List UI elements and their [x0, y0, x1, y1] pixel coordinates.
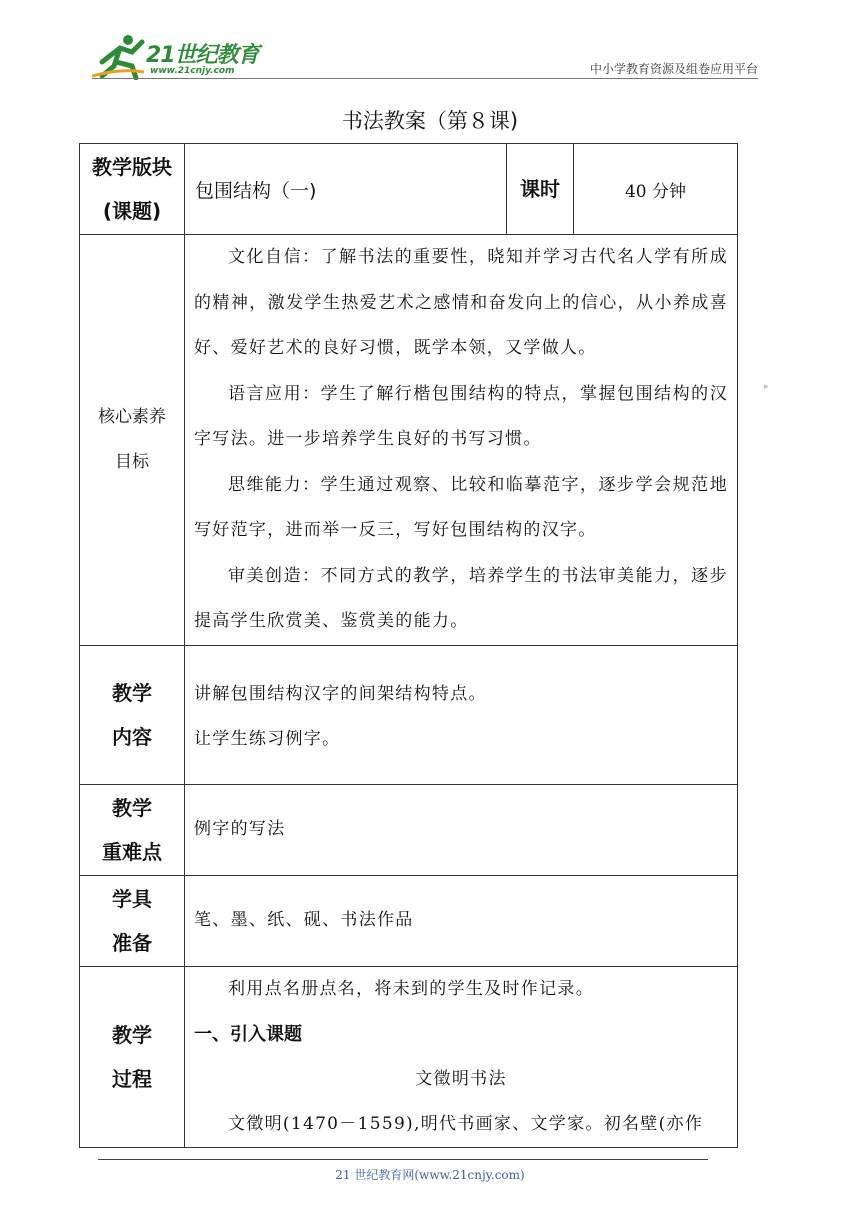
row-objectives [80, 235, 738, 646]
period-value: 40 分钟 [574, 144, 738, 235]
period-label: 课时 [507, 144, 574, 235]
process-body: 文徵明(1470－1559),明代书画家、文学家。初名壁(亦作 [228, 1113, 704, 1134]
label-cell [80, 235, 185, 646]
label-line: 目标 [115, 451, 149, 472]
label-line: 重难点 [102, 839, 162, 864]
objective-paragraph: 文化自信：了解书法的重要性，晓知并学习古代名人学有所成的精神，激发学生热爱艺术之感情和奋发向上的信心，从小养成喜好、爱好艺术的良好习惯，既学本领，又学做人。 [194, 247, 728, 358]
objective-paragraph: 思维能力：学生通过观察、比较和临摹范字，逐步学会规范地写好范字，进而举一反三，写好包围结构的汉字。 [194, 474, 728, 540]
subheading: 文徵明书法 [415, 1068, 507, 1089]
materials-text: 笔、墨、纸、砚、书法作品 [194, 910, 414, 930]
row-topic [80, 144, 738, 235]
label-line: 准备 [112, 930, 152, 955]
platform-name: 中小学教育资源及组卷应用平台 [589, 62, 758, 76]
content-cell [185, 645, 738, 784]
materials-cell [185, 875, 738, 966]
page-header [0, 0, 860, 80]
lesson-plan-table [79, 143, 738, 1148]
section-heading: 一、引入课题 [194, 1023, 302, 1045]
row-keypoints [80, 784, 738, 875]
header-divider [92, 78, 758, 79]
label-line: (课题) [102, 199, 162, 223]
process-cell [185, 966, 738, 1147]
margin-mark: ▸ [764, 382, 769, 392]
label-line: 内容 [112, 724, 152, 749]
row-content [80, 645, 738, 784]
keypoints-text: 例字的写法 [194, 819, 286, 839]
label-cell [80, 875, 185, 966]
footer-text: 21 世纪教育网(www.21cnjy.com) [335, 1168, 525, 1182]
footer-divider [98, 1159, 708, 1160]
document-title: 书法教案（第８课) [341, 109, 519, 133]
label-line: 教学 [112, 795, 152, 820]
row-process [80, 966, 738, 1147]
label-cell [80, 784, 185, 875]
label-line: 教学 [112, 680, 152, 705]
label-line: 教学版块 [92, 155, 172, 179]
label-line: 学具 [112, 886, 152, 911]
label-line: 教学 [112, 1022, 152, 1047]
label-line: 核心素养 [98, 406, 166, 427]
logo-url: www.21cnjy.com [150, 66, 235, 76]
label-cell [80, 144, 185, 235]
content-line: 让学生练习例字。 [194, 728, 341, 749]
content-line: 讲解包围结构汉字的间架结构特点。 [194, 683, 487, 704]
label-line: 过程 [112, 1066, 152, 1091]
objective-paragraph: 审美创造：不同方式的教学，培养学生的书法审美能力，逐步提高学生欣赏美、鉴赏美的能力。 [194, 565, 728, 631]
label-cell [80, 966, 185, 1147]
objectives-cell [185, 235, 738, 646]
keypoints-cell [185, 784, 738, 875]
process-intro: 利用点名册点名，将未到的学生及时作记录。 [228, 978, 594, 999]
topic-cell: 包围结构（一) [185, 144, 507, 235]
label-cell [80, 645, 185, 784]
logo-text: 21世纪教育 [146, 43, 259, 68]
row-materials [80, 875, 738, 966]
objective-paragraph: 语言应用：学生了解行楷包围结构的特点，掌握包围结构的汉字写法。进一步培养学生良好的书写习惯。 [194, 383, 728, 449]
